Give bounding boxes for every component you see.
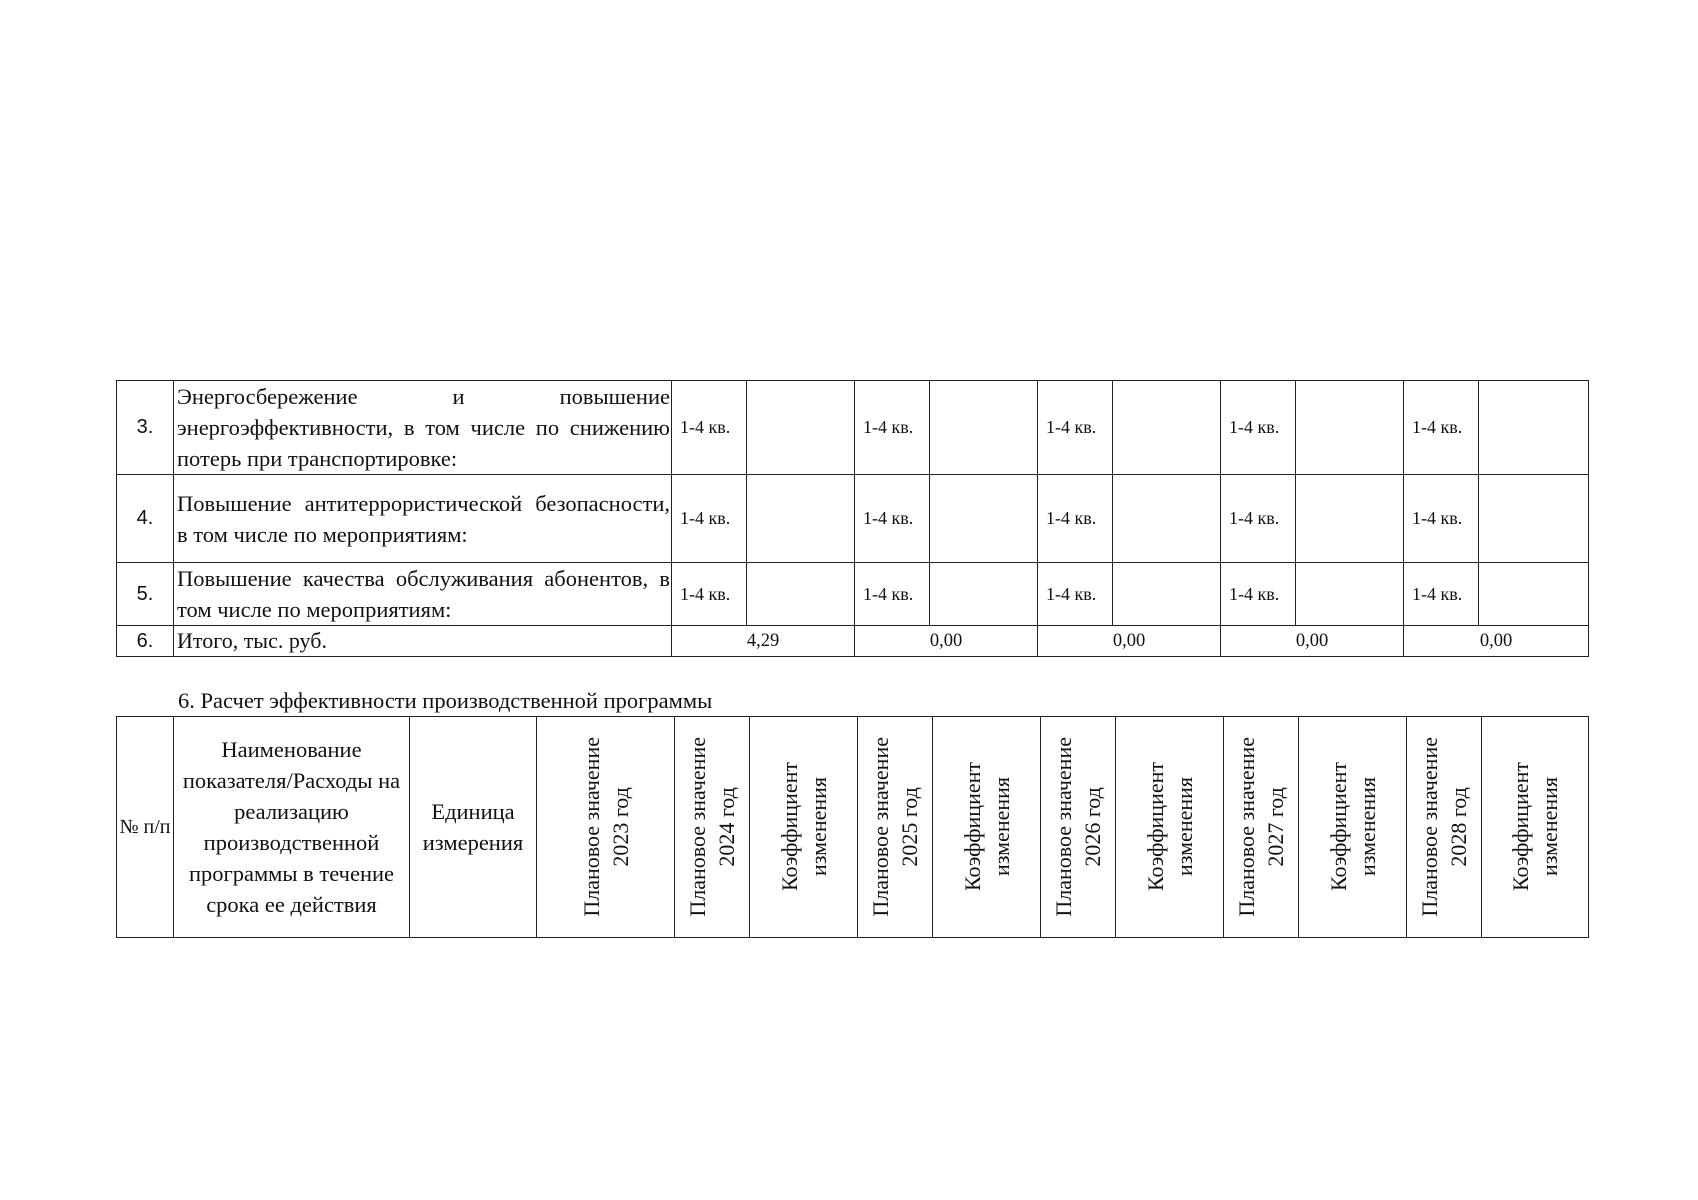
header-plan-2026-label: Плановое значение 2026 год bbox=[1051, 737, 1105, 917]
efficiency-table bbox=[116, 716, 1589, 938]
header-plan-2025-label: Плановое значение 2025 год bbox=[868, 737, 922, 917]
header-plan-2025 bbox=[858, 717, 933, 938]
quarter-cell: 1-4 кв. bbox=[1404, 381, 1479, 475]
header-row bbox=[117, 717, 1589, 938]
quarter-cell: 1-4 кв. bbox=[855, 475, 930, 563]
quarter-cell: 1-4 кв. bbox=[672, 563, 747, 626]
quarter-cell: 1-4 кв. bbox=[1221, 381, 1296, 475]
header-plan-2024-label: Плановое значение 2024 год bbox=[685, 737, 739, 917]
header-coef bbox=[1299, 717, 1407, 938]
header-plan-2023 bbox=[537, 717, 675, 938]
section-title: 6. Расчет эффективности производственной программы bbox=[178, 688, 713, 713]
header-coef-label: Коэффициент изменения bbox=[776, 762, 831, 892]
empty-cell bbox=[930, 563, 1038, 626]
quarter-cell: 1-4 кв. bbox=[1038, 563, 1113, 626]
header-indicator-name: Наименование показателя/Расходы на реализацию производственной программы в течение срока ее действия bbox=[174, 717, 410, 938]
empty-cell bbox=[930, 475, 1038, 563]
header-plan-2027 bbox=[1224, 717, 1299, 938]
header-coef-label: Коэффициент изменения bbox=[959, 762, 1014, 892]
quarter-cell: 1-4 кв. bbox=[1404, 563, 1479, 626]
total-value: 0,00 bbox=[855, 626, 1038, 657]
empty-cell bbox=[747, 563, 855, 626]
quarter-cell: 1-4 кв. bbox=[1404, 475, 1479, 563]
header-number: № п/п bbox=[117, 717, 174, 938]
header-coef-label: Коэффициент изменения bbox=[1325, 762, 1380, 892]
empty-cell bbox=[1296, 381, 1404, 475]
row-name: Повышение качества обслуживания абонентов, в том числе по мероприятиям: bbox=[174, 563, 672, 626]
quarter-cell: 1-4 кв. bbox=[672, 475, 747, 563]
total-value: 0,00 bbox=[1038, 626, 1221, 657]
empty-cell bbox=[1113, 563, 1221, 626]
quarter-cell: 1-4 кв. bbox=[855, 381, 930, 475]
table-row bbox=[117, 381, 1589, 475]
row-name: Энергосбережение и повышение энергоэффективности, в том числе по снижению потерь при транспортировке: bbox=[174, 381, 672, 475]
quarter-cell: 1-4 кв. bbox=[1038, 381, 1113, 475]
quarter-cell: 1-4 кв. bbox=[855, 563, 930, 626]
table-row bbox=[117, 475, 1589, 563]
row-number: 4. bbox=[117, 475, 174, 563]
empty-cell bbox=[1296, 475, 1404, 563]
header-plan-2028-label: Плановое значение 2028 год bbox=[1417, 737, 1471, 917]
total-label: Итого, тыс. руб. bbox=[174, 626, 672, 657]
row-number: 3. bbox=[117, 381, 174, 475]
empty-cell bbox=[1113, 475, 1221, 563]
header-coef bbox=[750, 717, 858, 938]
empty-cell bbox=[747, 475, 855, 563]
total-row bbox=[117, 626, 1589, 657]
row-name: Повышение антитеррористической безопасности, в том числе по мероприятиям: bbox=[174, 475, 672, 563]
header-coef-label: Коэффициент изменения bbox=[1142, 762, 1197, 892]
header-coef-label: Коэффициент изменения bbox=[1508, 762, 1562, 892]
empty-cell bbox=[1296, 563, 1404, 626]
quarter-cell: 1-4 кв. bbox=[1038, 475, 1113, 563]
header-plan-2027-label: Плановое значение 2027 год bbox=[1234, 737, 1288, 917]
quarter-cell: 1-4 кв. bbox=[1221, 475, 1296, 563]
empty-cell bbox=[1479, 563, 1589, 626]
empty-cell bbox=[1113, 381, 1221, 475]
header-coef bbox=[933, 717, 1041, 938]
quarter-cell: 1-4 кв. bbox=[1221, 563, 1296, 626]
header-unit: Единица измерения bbox=[410, 717, 537, 938]
row-number: 6. bbox=[117, 626, 174, 657]
total-value: 4,29 bbox=[672, 626, 855, 657]
row-number: 5. bbox=[117, 563, 174, 626]
empty-cell bbox=[1479, 475, 1589, 563]
header-plan-2023-label: Плановое значение 2023 год bbox=[578, 737, 633, 917]
measures-table bbox=[116, 380, 1589, 657]
header-plan-2028 bbox=[1407, 717, 1482, 938]
empty-cell bbox=[747, 381, 855, 475]
quarter-cell: 1-4 кв. bbox=[672, 381, 747, 475]
total-value: 0,00 bbox=[1404, 626, 1589, 657]
header-coef bbox=[1116, 717, 1224, 938]
empty-cell bbox=[930, 381, 1038, 475]
total-value: 0,00 bbox=[1221, 626, 1404, 657]
header-plan-2026 bbox=[1041, 717, 1116, 938]
header-coef bbox=[1482, 717, 1589, 938]
header-plan-2024 bbox=[675, 717, 750, 938]
table-row bbox=[117, 563, 1589, 626]
empty-cell bbox=[1479, 381, 1589, 475]
